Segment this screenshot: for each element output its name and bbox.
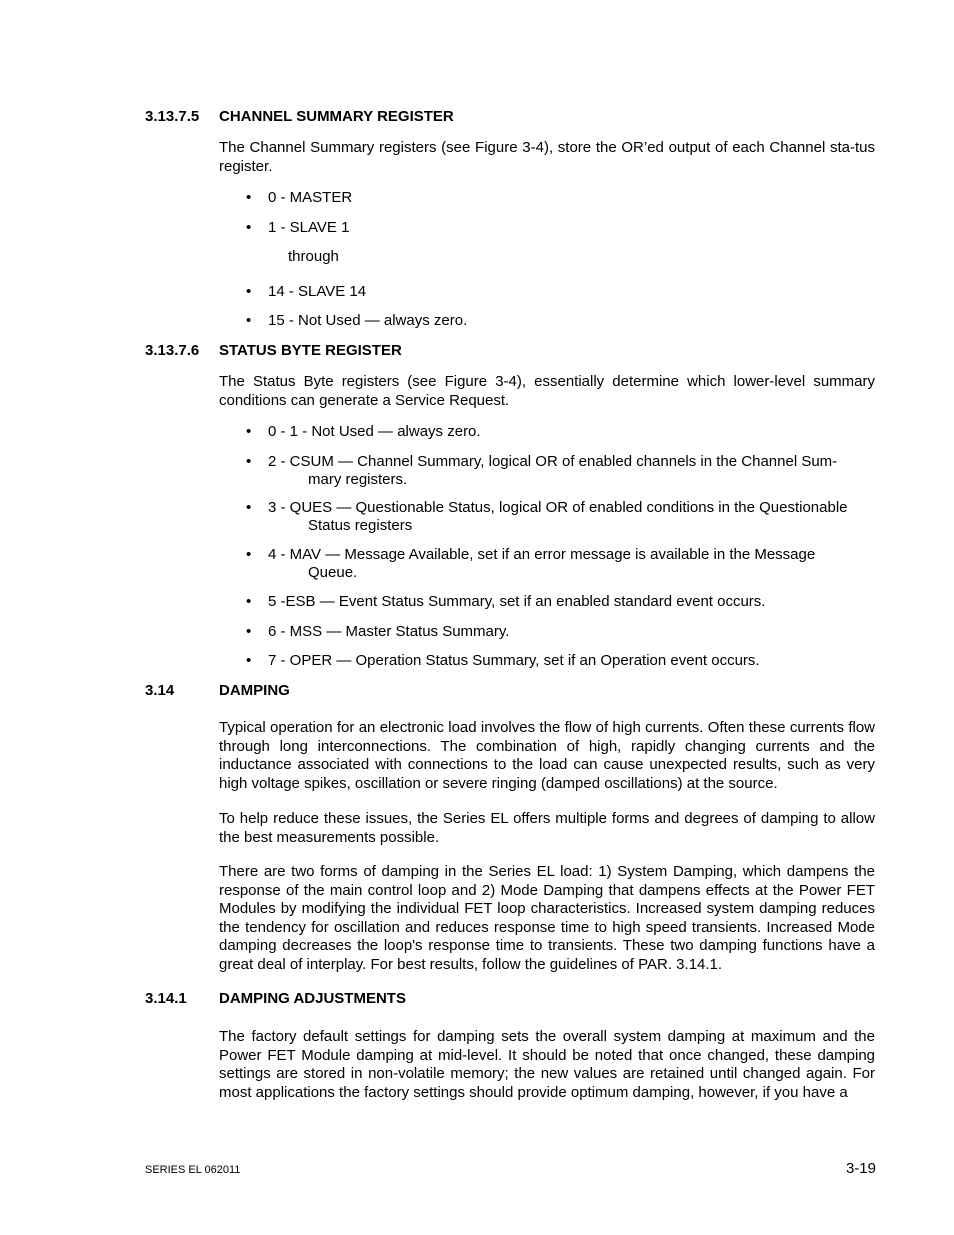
list-item-text: 5 -ESB — Event Status Summary, set if an enabled standard event occurs. — [268, 593, 766, 610]
list-item-continuation: Queue. — [308, 563, 358, 581]
bullet-glyph: • — [246, 499, 252, 516]
paragraph-damping-intro: Typical operation for an electronic load involves the flow of high currents. Often these currents flow through long interconnections. The combination of high, rapidly changing currents and the inductance associated with connections to the load can cause unexpected results, such as very high voltage spikes, oscillation or severe ringing (damped oscillations) at the source. — [219, 719, 875, 792]
bullet-glyph: • — [246, 423, 252, 440]
list-item-text: 3 - QUES — Questionable Status, logical OR of enabled conditions in the Questionable — [268, 499, 848, 516]
bullet-glyph: • — [246, 283, 252, 300]
paragraph-status-byte: The Status Byte registers (see Figure 3-4), essentially determine which lower-level summary conditions can generate a Service Request. — [219, 373, 875, 409]
list-item — [246, 546, 875, 582]
footer-page-number: 3-19 — [845, 1160, 876, 1177]
paragraph-damping-types: There are two forms of damping in the Series EL load: 1) System Damping, which dampens the response of the main control loop and 2) Mode Damping that dampens effects at the Power FET Modules by modifying the individual FET loop characteristics. Increased system damping reduces the tendency for oscillation and reduces response time to high speed transients. Increased Mode damping decreases the loop's response time to transients. These two damping functions have a great deal of interplay. For best results, follow the guidelines of PAR. 3.14.1. — [219, 863, 875, 973]
list-item-text: 2 - CSUM — Channel Summary, logical OR of enabled channels in the Channel Sum- — [268, 453, 838, 470]
bullet-glyph: • — [246, 312, 252, 329]
section-title: STATUS BYTE REGISTER — [219, 342, 402, 359]
through-text: through — [288, 248, 339, 265]
bullet-glyph: • — [246, 219, 252, 236]
section-number: 3.13.7.5 — [145, 108, 200, 125]
list-item-text: 15 - Not Used — always zero. — [268, 312, 468, 329]
bullet-glyph: • — [246, 652, 252, 669]
bullet-glyph: • — [246, 453, 252, 470]
paragraph-channel-summary: The Channel Summary registers (see Figure 3-4), store the OR’ed output of each Channel sta-tus register. — [219, 139, 875, 175]
section-number: 3.14 — [145, 682, 175, 699]
list-item — [246, 453, 875, 489]
bullet-glyph: • — [246, 546, 252, 563]
list-item-text: 6 - MSS — Master Status Summary. — [268, 623, 510, 640]
section-heading-3-13-7-5 — [145, 108, 875, 126]
paragraph-damping-forms: To help reduce these issues, the Series EL offers multiple forms and degrees of damping to allow the best measurements possible. — [219, 810, 875, 846]
list-item-text: 0 - 1 - Not Used — always zero. — [268, 423, 481, 440]
section-title: DAMPING — [219, 682, 290, 699]
section-title: CHANNEL SUMMARY REGISTER — [219, 108, 454, 125]
list-item-text: 7 - OPER — Operation Status Summary, set if an Operation event occurs. — [268, 652, 760, 669]
list-item-text: 14 - SLAVE 14 — [268, 283, 367, 300]
section-number: 3.13.7.6 — [145, 342, 200, 359]
list-item-text: 0 - MASTER — [268, 189, 353, 206]
bullet-glyph: • — [246, 189, 252, 206]
bullet-glyph: • — [246, 623, 252, 640]
section-heading-3-13-7-6 — [145, 342, 875, 360]
section-title: DAMPING ADJUSTMENTS — [219, 990, 406, 1007]
list-item-continuation: mary registers. — [308, 470, 408, 488]
section-heading-3-14 — [145, 682, 875, 700]
bullet-glyph: • — [246, 593, 252, 610]
section-heading-3-14-1 — [145, 990, 875, 1008]
paragraph-damping-adjustments: The factory default settings for damping sets the overall system damping at maximum and the Power FET Module damping at mid-level. It should be noted that once changed, these damping settings are stored in non-volatile memory; the new values are retained until changed again. For most applications the factory settings should provide optimum damping, however, if you have a — [219, 1028, 875, 1101]
footer-document-id: SERIES EL 062011 — [145, 1164, 241, 1176]
list-item-text: 4 - MAV — Message Available, set if an error message is available in the Message — [268, 546, 816, 563]
list-item-text: 1 - SLAVE 1 — [268, 219, 350, 236]
list-item — [246, 499, 875, 535]
list-item-continuation: Status registers — [308, 516, 413, 534]
section-number: 3.14.1 — [145, 990, 187, 1007]
